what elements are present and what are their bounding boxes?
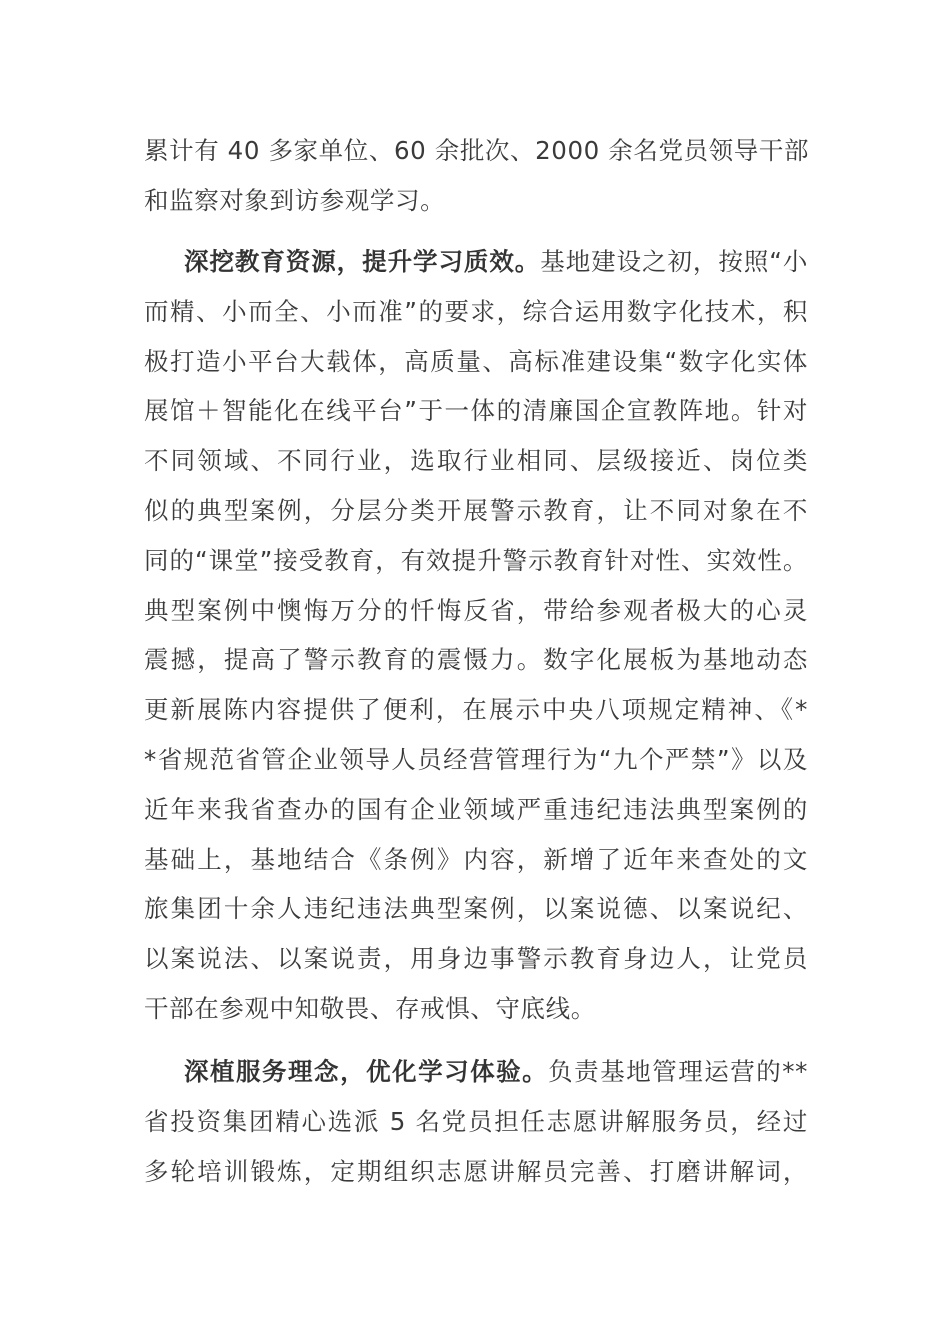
text-line	[144, 1047, 808, 1097]
text-run: 负责基地管理运营的**	[548, 1057, 808, 1086]
text-line: 近年来我省查办的国有企业领域严重违纪违法典型案例的	[144, 794, 808, 824]
paragraph-education-resources	[144, 237, 808, 1034]
text-line: 和监察对象到访参观学习。	[144, 185, 446, 215]
text-line: 更新展陈内容提供了便利，在展示中央八项规定精神、《*	[144, 695, 808, 725]
text-line: 似的典型案例，分层分类开展警示教育，让不同对象在不	[144, 495, 808, 525]
text-line: 而精、小而全、小而准”的要求，综合运用数字化技术，积	[144, 296, 808, 326]
text-line: 不同领域、不同行业，选取行业相同、层级接近、岗位类	[144, 446, 808, 476]
text-line: 震撼，提高了警示教育的震慑力。数字化展板为基地动态	[144, 645, 808, 675]
text-line	[144, 237, 808, 287]
text-line: 旅集团十余人违纪违法典型案例，以案说德、以案说纪、	[144, 894, 808, 924]
paragraph-service-concept	[144, 1047, 808, 1196]
text-line: 极打造小平台大载体，高质量、高标准建设集“数字化实体	[144, 346, 808, 376]
text-line: 基础上，基地结合《条例》内容，新增了近年来查处的文	[144, 844, 808, 874]
text-run: 基地建设之初，按照“小	[540, 247, 808, 276]
text-line: 以案说法、以案说责，用身边事警示教育身边人，让党员	[144, 944, 808, 974]
text-line: 展馆＋智能化在线平台”于一体的清廉国企宣教阵地。针对	[144, 396, 808, 426]
text-line: *省规范省管企业领导人员经营管理行为“九个严禁”》以及	[144, 744, 808, 774]
paragraph-lead-heading: 深植服务理念，优化学习体验。	[184, 1057, 549, 1086]
text-line: 同的“课堂”接受教育，有效提升警示教育针对性、实效性。	[144, 545, 808, 575]
paragraph-visitor-stats	[144, 126, 808, 226]
paragraph-lead-heading: 深挖教育资源，提升学习质效。	[184, 247, 541, 276]
text-line: 干部在参观中知敬畏、存戒惧、守底线。	[144, 993, 596, 1023]
text-line: 省投资集团精心选派 5 名党员担任志愿讲解服务员，经过	[144, 1106, 808, 1136]
text-line: 多轮培训锻炼，定期组织志愿讲解员完善、打磨讲解词，	[144, 1156, 808, 1186]
text-line: 累计有 40 多家单位、60 余批次、2000 余名党员领导干部	[144, 136, 810, 165]
text-line: 典型案例中懊悔万分的忏悔反省，带给参观者极大的心灵	[144, 595, 808, 625]
